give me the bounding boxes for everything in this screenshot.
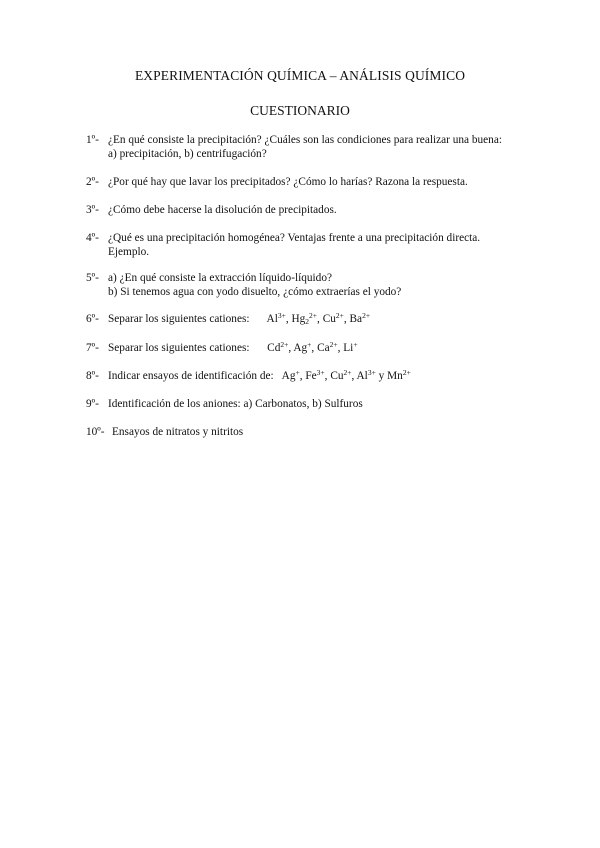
- document-subtitle: CUESTIONARIO: [250, 103, 350, 118]
- question-number: 3º-: [86, 204, 99, 216]
- ion: $Al^{3+}$: [266, 311, 286, 325]
- ion: Ag+: [293, 340, 312, 354]
- question-text: ¿Qué es una precipitación homogénea? Ventajas frente a una precipitación directa.: [108, 232, 481, 244]
- question-text: ¿Cómo debe hacerse la disolución de precipitados.: [108, 204, 337, 216]
- question-subline: a) precipitación, b) centrifugación?: [108, 147, 267, 160]
- question-9: [86, 398, 526, 412]
- question-text: Ensayos de nitratos y nitritos: [112, 426, 244, 438]
- ion-list: $Al^{3+}$, $Hg_2^{2+}$, $Cu^{2+}$, $Ba^{2+}$: [266, 311, 371, 326]
- question-text: Separar los siguientes cationes:: [108, 313, 250, 325]
- question-number: 6º-: [86, 313, 99, 325]
- question-number: 2º-: [86, 176, 99, 188]
- question-text: Separar los siguientes cationes:: [108, 342, 250, 354]
- question-number: 8º-: [86, 370, 99, 382]
- question-2: [86, 176, 526, 190]
- ion: $Al^{3+}$: [356, 368, 376, 382]
- ion: $Cd^{2+}$: [267, 340, 289, 354]
- question-subline: b) Si tenemos agua con yodo disuelto, ¿cómo extraerías el yodo?: [108, 285, 402, 298]
- question-4: [86, 232, 526, 259]
- ion: $Ba^{2+}$: [349, 311, 371, 325]
- question-7: [86, 342, 526, 356]
- ion: Ag+: [281, 368, 300, 382]
- question-text: Identificación de los aniones: a) Carbonatos, b) Sulfuros: [108, 398, 363, 410]
- ion: $Ca^{2+}$: [317, 340, 338, 354]
- question-number: 1º-: [86, 134, 99, 146]
- question-number: 5º-: [86, 272, 99, 284]
- question-3: [86, 204, 526, 218]
- question-number: 9º-: [86, 398, 99, 410]
- question-text: ¿Por qué hay que lavar los precipitados? ¿Cómo lo harías? Razona la respuesta.: [108, 176, 468, 188]
- ion: $Cu^{2+}$: [322, 311, 344, 325]
- ion: Li+: [343, 340, 358, 354]
- ion: $Hg_2^{2+}$: [291, 311, 318, 326]
- question-6: [86, 313, 526, 327]
- question-1: [86, 134, 526, 161]
- question-text: Indicar ensayos de identificación de:: [108, 370, 274, 382]
- ion-list: $Cd^{2+}$, Ag+, $Ca^{2+}$, Li+: [267, 340, 358, 354]
- document-title: EXPERIMENTACIÓN QUÍMICA – ANÁLISIS QUÍMICO: [134, 68, 466, 83]
- ion: $Fe^{3+}$: [305, 368, 325, 382]
- question-5: [86, 272, 526, 299]
- question-8: [86, 370, 526, 384]
- question-number: 7º-: [86, 342, 99, 354]
- question-continuation: Ejemplo.: [108, 245, 150, 258]
- ion: $Cu^{2+}$: [330, 368, 352, 382]
- ion: $Mn^{2+}$: [387, 368, 411, 382]
- question-number: 4º-: [86, 232, 99, 244]
- question-text: a) ¿En qué consiste la extracción líquido-líquido?: [108, 272, 332, 284]
- ion-list: Ag+, $Fe^{3+}$, $Cu^{2+}$, $Al^{3+}$ y $Mn^{2+}$: [281, 368, 411, 382]
- question-number: 10º-: [86, 426, 105, 438]
- question-10: [86, 426, 526, 440]
- question-text: ¿En qué consiste la precipitación? ¿Cuáles son las condiciones para realizar una buena:: [108, 134, 502, 146]
